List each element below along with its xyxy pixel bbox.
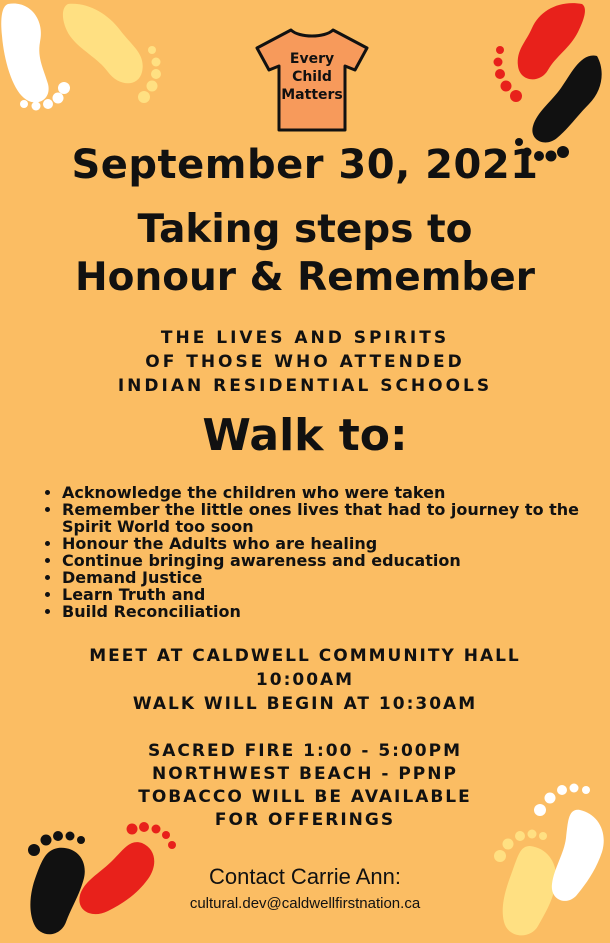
contact-label: Contact Carrie Ann: bbox=[209, 864, 401, 889]
fire-line: TOBACCO WILL BE AVAILABLE bbox=[138, 787, 472, 807]
list-item: • Demand Justice bbox=[62, 569, 602, 586]
fire-line: FOR OFFERINGS bbox=[214, 810, 396, 830]
list-item: • Continue bringing awareness and education bbox=[62, 552, 602, 569]
white-footprint-bottom-right-icon bbox=[530, 780, 610, 910]
headline-line: Honour & Remember bbox=[75, 255, 535, 300]
subtitle-line: OF THOSE WHO ATTENDED bbox=[145, 352, 465, 372]
list-item: • Honour the Adults who are healing bbox=[62, 535, 602, 552]
meeting-line: MEET AT CALDWELL COMMUNITY HALL bbox=[89, 646, 521, 666]
subtitle-line: INDIAN RESIDENTIAL SCHOOLS bbox=[117, 376, 493, 396]
every-child-matters-shirt bbox=[253, 26, 371, 134]
shirt-text-line: Every bbox=[289, 51, 335, 67]
yellow-footprint-top-left-icon bbox=[58, 0, 168, 110]
shirt-text-line: Child bbox=[292, 69, 332, 85]
reasons-list bbox=[40, 484, 602, 620]
fire-line: NORTHWEST BEACH - PPNP bbox=[152, 764, 458, 784]
list-item: • Remember the little ones lives that had to journey to the Spirit World too soon bbox=[62, 501, 602, 535]
list-item: • Learn Truth and bbox=[62, 586, 602, 603]
list-item: • Build Reconciliation bbox=[62, 603, 602, 620]
headline bbox=[0, 206, 610, 302]
shirt-text-line: Matters bbox=[281, 87, 343, 103]
subtitle bbox=[0, 326, 610, 398]
meeting-line: WALK WILL BEGIN AT 10:30AM bbox=[132, 694, 478, 714]
shirt-text bbox=[253, 50, 371, 104]
meeting-line: 10:00AM bbox=[255, 670, 355, 690]
contact-email-link[interactable]: cultural.dev@caldwellfirstnation.ca bbox=[189, 895, 421, 912]
event-date: September 30, 2021 bbox=[71, 142, 539, 188]
headline-line: Taking steps to bbox=[137, 207, 473, 252]
walk-heading: Walk to: bbox=[202, 410, 408, 461]
list-item: • Acknowledge the children who were taken bbox=[62, 484, 602, 501]
fire-line: SACRED FIRE 1:00 - 5:00PM bbox=[147, 741, 462, 761]
meeting-info bbox=[0, 644, 610, 716]
subtitle-line: THE LIVES AND SPIRITS bbox=[160, 328, 450, 348]
